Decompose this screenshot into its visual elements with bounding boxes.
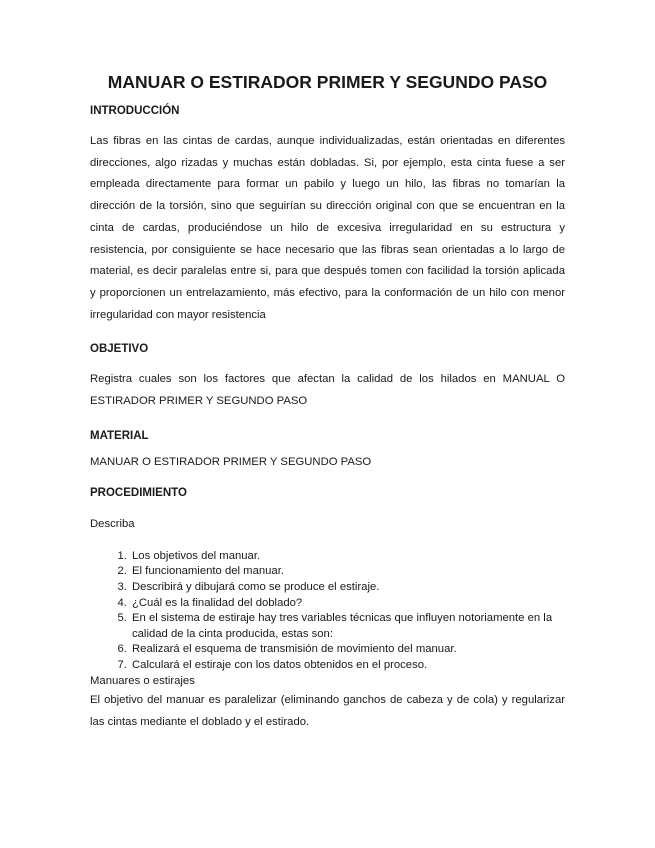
procedure-step: 4. ¿Cuál es la finalidad del doblado?	[130, 596, 565, 612]
procedure-steps-list	[90, 549, 565, 674]
manuares-paragraph: El objetivo del manuar es paralelizar (eliminando ganchos de cabeza y de cola) y regularizar las cintas mediante el doblado y el estirado.	[90, 694, 565, 729]
procedure-step: 6. Realizará el esquema de transmisión de movimiento del manuar.	[130, 642, 565, 658]
procedure-heading: PROCEDIMIENTO	[90, 486, 187, 499]
procedure-step: 2. El funcionamiento del manuar.	[130, 564, 565, 580]
introduction-paragraph: Las fibras en las cintas de cardas, aunque individualizadas, están orientadas en diferentes direcciones, algo rizadas y muchas están dobladas. Si, por ejemplo, esta cinta fuese a ser empleada directamente para formar un pabilo y luego un hilo, las fibras no tomarían la dirección de la torsión, sino que seguirían su dirección original con que se encuentran en la cinta de cardas, produciéndose un hilo de excesiva irregularidad en su estructura y resistencia, por consiguiente se hace necesario que las fibras sean orientadas a lo largo de material, es decir paralelas entre si, para que después tomen con facilidad la torsión aplicada y proporcionen un entrelazamiento, más efectivo, para la conformación de un hilo con menor irregularidad con mayor resistencia	[90, 135, 565, 321]
introduction-heading: INTRODUCCIÓN	[90, 105, 180, 117]
objective-paragraph: Registra cuales son los factores que afectan la calidad de los hilados en MANUAL O ESTIRADOR PRIMER Y SEGUNDO PASO	[90, 373, 565, 408]
procedure-step: 3. Describirá y dibujará como se produce el estiraje.	[130, 580, 565, 596]
material-paragraph: MANUAR O ESTIRADOR PRIMER Y SEGUNDO PASO	[90, 455, 372, 468]
material-heading: MATERIAL	[90, 429, 149, 442]
manuares-label: Manuares o estirajes	[90, 675, 195, 688]
procedure-step: 1. Los objetivos del manuar.	[130, 549, 565, 565]
document-page	[90, 72, 565, 734]
objective-heading: OBJETIVO	[90, 343, 149, 356]
page-title: MANUAR O ESTIRADOR PRIMER Y SEGUNDO PASO	[107, 72, 548, 92]
procedure-intro: Describa	[90, 517, 135, 530]
procedure-step: 5. En el sistema de estiraje hay tres variables técnicas que influyen notoriamente en la calidad de la cinta producida, estas son:	[130, 611, 565, 642]
procedure-step: 7. Calculará el estiraje con los datos obtenidos en el proceso.	[130, 658, 565, 674]
